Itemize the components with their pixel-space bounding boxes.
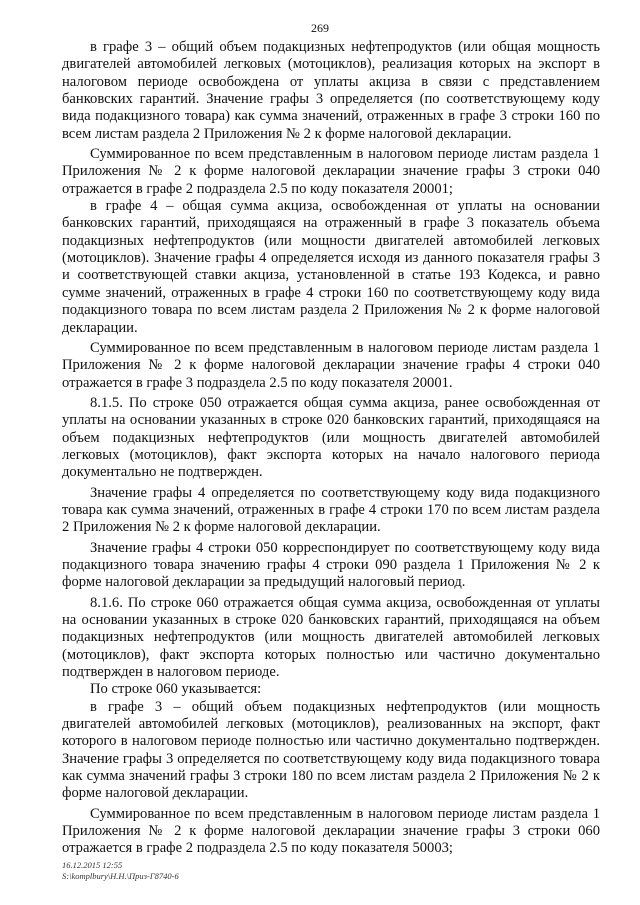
paragraph-11: Суммированное по всем представленным в налоговом периоде листам раздела 1 Приложения № 2 к форме налоговой декларации значение графы 3 строки 060 отражается в графе 2 подраздела 2.5 по коду показателя 50003; [62, 805, 600, 857]
file-footer [62, 860, 179, 882]
paragraph-1: в графе 3 – общий объем подакцизных нефтепродуктов (или общая мощность двигателей автомобилей легковых (мотоциклов), реализация которых на экспорт в налоговом периоде освобождена от уплаты акциза в связи с представлением банковских гарантий. Значение графы 3 определяется (по соответствующему коду вида подакцизного товара) как сумма значений, отраженных в графе 3 строки 160 по всем листам раздела 2 Приложения № 2 к форме налоговой декларации. [62, 39, 600, 142]
paragraph-5: 8.1.5. По строке 050 отражается общая сумма акциза, ранее освобожденная от уплаты на основании указанных в строке 020 банковских гарантий, приходящаяся на объем подакцизных нефтепродуктов (или мощность двигателей автомобилей легковых (мотоциклов), факт экспорта которых на начало налогового периода документально не подтвержден. [62, 394, 600, 481]
paragraph-2: Суммированное по всем представленным в налоговом периоде листам раздела 1 Приложения № 2 к форме налоговой декларации значение графы 3 строки 040 отражается в графе 2 подраздела 2.5 по коду показателя 20001; [62, 146, 600, 197]
paragraph-8: 8.1.6. По строке 060 отражается общая сумма акциза, освобожденная от уплаты на основании указанных в строке 020 банковских гарантий, приходящаяся на объем подакцизных нефтепродуктов (или мощность двигателей автомобилей легковых (мотоциклов), факт экспорта которых полностью или частично документально подтвержден в налоговом периоде. [62, 594, 600, 681]
footer-file-path: S:\komplbury\Н.Н.\Приз-Г8740-6 [62, 871, 179, 881]
paragraph-3: в графе 4 – общая сумма акциза, освобожденная от уплаты на основании банковских гарантий, приходящаяся на отраженный в графе 3 показатель объема подакцизных нефтепродуктов (или мощности двигателей автомобилей легковых (мотоциклов). Значение графы 4 определяется исходя из данного показателя графы 3 и соответствующей ставки акциза, установленной в статье 193 Кодекса, и равно сумме значений, отраженных в графе 4 строки 160 по соответствующему коду вида подакцизного товара по всем листам раздела 2 Приложения № 2 к форме налоговой декларации. [62, 198, 600, 336]
paragraph-9: По строке 060 указывается: [90, 681, 262, 698]
document-body [62, 39, 600, 858]
paragraph-4: Суммированное по всем представленным в налоговом периоде листам раздела 1 Приложения № 2 к форме налоговой декларации значение графы 4 строки 040 отражается в графе 3 подраздела 2.5 по коду показателя 20001. [62, 339, 600, 391]
page-number: 269 [311, 21, 329, 35]
paragraph-7: Значение графы 4 строки 050 корреспондирует по соответствующему коду вида подакцизного товара значению графы 4 строки 090 раздела 1 Приложения № 2 к форме налоговой декларации за предыдущий налоговый период. [62, 539, 600, 591]
footer-timestamp: 16.12.2015 12:55 [62, 860, 123, 870]
paragraph-10: в графе 3 – общий объем подакцизных нефтепродуктов (или мощность двигателей автомобилей легковых (мотоциклов), реализованных на экспорт, факт которого в налоговом периоде полностью или частично документально подтвержден. Значение графы 3 определяется по соответствующему коду вида подакцизного товара как сумма значений графы 3 строки 180 по всем листам раздела 2 Приложения № 2 к форме налоговой декларации. [62, 698, 600, 802]
paragraph-6: Значение графы 4 определяется по соответствующему коду вида подакцизного товара как сумма значений, отраженных в графе 4 строки 170 по всем листам раздела 2 Приложения № 2 к форме налоговой декларации. [62, 484, 600, 536]
